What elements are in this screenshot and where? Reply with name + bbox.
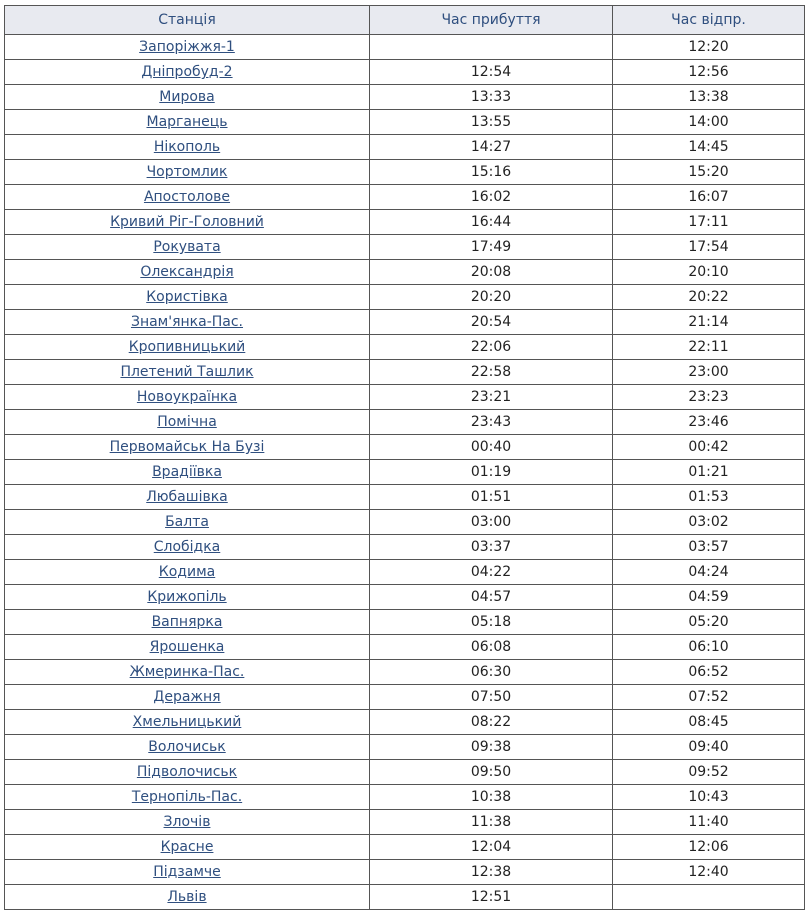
arrival-time-cell: 15:16	[370, 160, 613, 185]
arrival-time-cell: 04:57	[370, 585, 613, 610]
station-cell	[5, 460, 370, 485]
arrival-time-cell	[370, 35, 613, 60]
table-row	[5, 785, 805, 810]
station-link[interactable]: Слобідка	[153, 539, 221, 555]
station-link[interactable]: Львів	[167, 889, 207, 905]
table-row	[5, 285, 805, 310]
table-row	[5, 210, 805, 235]
station-link[interactable]: Підволочиськ	[136, 764, 238, 780]
station-link[interactable]: Злочів	[163, 814, 211, 830]
departure-time-cell: 06:10	[613, 635, 805, 660]
station-cell	[5, 260, 370, 285]
station-cell	[5, 360, 370, 385]
station-link[interactable]: Апостолове	[143, 189, 231, 205]
arrival-time-cell: 11:38	[370, 810, 613, 835]
arrival-time-cell: 13:33	[370, 85, 613, 110]
departure-time-cell: 07:52	[613, 685, 805, 710]
table-row	[5, 485, 805, 510]
departure-time-cell: 23:46	[613, 410, 805, 435]
table-row	[5, 710, 805, 735]
station-cell	[5, 310, 370, 335]
arrival-time-cell: 23:21	[370, 385, 613, 410]
table-row	[5, 310, 805, 335]
schedule-table	[4, 5, 805, 910]
header-row	[5, 6, 805, 35]
station-link[interactable]: Олександрія	[140, 264, 234, 280]
station-link[interactable]: Марганець	[146, 114, 228, 130]
station-cell	[5, 560, 370, 585]
table-row	[5, 460, 805, 485]
arrival-time-cell: 20:08	[370, 260, 613, 285]
station-cell	[5, 785, 370, 810]
arrival-time-cell: 01:19	[370, 460, 613, 485]
table-row	[5, 410, 805, 435]
arrival-time-cell: 06:08	[370, 635, 613, 660]
station-link[interactable]: Плетений Ташлик	[120, 364, 254, 380]
table-row	[5, 860, 805, 885]
arrival-time-cell: 12:04	[370, 835, 613, 860]
station-link[interactable]: Підзамче	[153, 864, 221, 880]
station-cell	[5, 85, 370, 110]
arrival-time-cell: 03:37	[370, 535, 613, 560]
departure-time-cell: 01:21	[613, 460, 805, 485]
arrival-time-cell: 20:20	[370, 285, 613, 310]
departure-time-cell: 12:06	[613, 835, 805, 860]
departure-time-cell: 00:42	[613, 435, 805, 460]
arrival-time-cell: 16:44	[370, 210, 613, 235]
station-cell	[5, 635, 370, 660]
station-link[interactable]: Красне	[160, 839, 214, 855]
arrival-time-cell: 04:22	[370, 560, 613, 585]
table-row	[5, 60, 805, 85]
departure-time-cell: 22:11	[613, 335, 805, 360]
departure-time-cell: 08:45	[613, 710, 805, 735]
station-cell	[5, 110, 370, 135]
table-row	[5, 135, 805, 160]
departure-time-cell: 15:20	[613, 160, 805, 185]
departure-time-cell: 04:59	[613, 585, 805, 610]
station-link[interactable]: Первомайськ На Бузі	[109, 439, 265, 455]
arrival-time-cell: 06:30	[370, 660, 613, 685]
departure-time-cell: 12:56	[613, 60, 805, 85]
station-link[interactable]: Чортомлик	[146, 164, 228, 180]
table-row	[5, 885, 805, 910]
arrival-time-cell: 22:58	[370, 360, 613, 385]
station-cell	[5, 485, 370, 510]
station-link[interactable]: Ярошенка	[149, 639, 225, 655]
departure-time-cell: 05:20	[613, 610, 805, 635]
station-cell	[5, 760, 370, 785]
arrival-time-cell: 12:54	[370, 60, 613, 85]
table-row	[5, 85, 805, 110]
departure-time-cell: 13:38	[613, 85, 805, 110]
station-link[interactable]: Жмеринка-Пас.	[129, 664, 245, 680]
station-link[interactable]: Запоріжжя-1	[139, 39, 235, 55]
departure-time-cell: 10:43	[613, 785, 805, 810]
departure-time-cell	[613, 885, 805, 910]
table-row	[5, 685, 805, 710]
table-row	[5, 110, 805, 135]
table-row	[5, 835, 805, 860]
station-cell	[5, 510, 370, 535]
station-link[interactable]: Кривий Ріг-Головний	[110, 214, 264, 230]
station-cell	[5, 335, 370, 360]
station-link[interactable]: Знам'янка-Пас.	[130, 314, 244, 330]
station-cell	[5, 810, 370, 835]
station-link[interactable]: Кодима	[158, 564, 216, 580]
arrival-time-cell: 09:50	[370, 760, 613, 785]
station-cell	[5, 735, 370, 760]
departure-time-cell: 03:57	[613, 535, 805, 560]
station-cell	[5, 35, 370, 60]
table-row	[5, 335, 805, 360]
arrival-time-cell: 12:51	[370, 885, 613, 910]
station-cell	[5, 285, 370, 310]
station-link[interactable]: Користівка	[146, 289, 228, 305]
station-link[interactable]: Кропивницький	[128, 339, 246, 355]
station-cell	[5, 835, 370, 860]
station-cell	[5, 710, 370, 735]
table-row	[5, 635, 805, 660]
departure-time-cell: 20:22	[613, 285, 805, 310]
station-cell	[5, 185, 370, 210]
arrival-time-cell: 17:49	[370, 235, 613, 260]
arrival-time-cell: 23:43	[370, 410, 613, 435]
table-row	[5, 35, 805, 60]
column-header-station: Станція	[5, 6, 370, 35]
table-row	[5, 385, 805, 410]
table-row	[5, 435, 805, 460]
departure-time-cell: 09:40	[613, 735, 805, 760]
station-link[interactable]: Дніпробуд-2	[141, 64, 233, 80]
station-cell	[5, 685, 370, 710]
table-body	[5, 35, 805, 910]
departure-time-cell: 17:54	[613, 235, 805, 260]
departure-time-cell: 06:52	[613, 660, 805, 685]
station-link[interactable]: Помічна	[157, 414, 217, 430]
table-header	[5, 6, 805, 35]
table-row	[5, 360, 805, 385]
arrival-time-cell: 20:54	[370, 310, 613, 335]
departure-time-cell: 04:24	[613, 560, 805, 585]
arrival-time-cell: 10:38	[370, 785, 613, 810]
arrival-time-cell: 07:50	[370, 685, 613, 710]
station-link[interactable]: Врадіївка	[152, 464, 222, 480]
arrival-time-cell: 16:02	[370, 185, 613, 210]
table-row	[5, 610, 805, 635]
station-cell	[5, 535, 370, 560]
departure-time-cell: 12:20	[613, 35, 805, 60]
station-link[interactable]: Тернопіль-Пас.	[131, 789, 243, 805]
station-link[interactable]: Новоукраїнка	[136, 389, 238, 405]
table-row	[5, 260, 805, 285]
station-cell	[5, 135, 370, 160]
arrival-time-cell: 05:18	[370, 610, 613, 635]
station-cell	[5, 435, 370, 460]
arrival-time-cell: 22:06	[370, 335, 613, 360]
arrival-time-cell: 03:00	[370, 510, 613, 535]
departure-time-cell: 23:00	[613, 360, 805, 385]
station-link[interactable]: Волочиськ	[148, 739, 226, 755]
station-cell	[5, 660, 370, 685]
table-row	[5, 810, 805, 835]
schedule-container	[4, 5, 804, 910]
station-link[interactable]: Крижопіль	[147, 589, 227, 605]
table-row	[5, 235, 805, 260]
departure-time-cell: 11:40	[613, 810, 805, 835]
departure-time-cell: 01:53	[613, 485, 805, 510]
station-cell	[5, 585, 370, 610]
station-link[interactable]: Рокувата	[153, 239, 221, 255]
station-link[interactable]: Хмельницький	[132, 714, 242, 730]
departure-time-cell: 20:10	[613, 260, 805, 285]
station-cell	[5, 610, 370, 635]
station-link[interactable]: Любашівка	[146, 489, 228, 505]
station-cell	[5, 210, 370, 235]
station-cell	[5, 410, 370, 435]
station-link[interactable]: Балта	[165, 514, 209, 530]
arrival-time-cell: 01:51	[370, 485, 613, 510]
departure-time-cell: 23:23	[613, 385, 805, 410]
arrival-time-cell: 14:27	[370, 135, 613, 160]
arrival-time-cell: 12:38	[370, 860, 613, 885]
arrival-time-cell: 08:22	[370, 710, 613, 735]
departure-time-cell: 17:11	[613, 210, 805, 235]
station-link[interactable]: Мирова	[159, 89, 215, 105]
table-row	[5, 585, 805, 610]
departure-time-cell: 12:40	[613, 860, 805, 885]
station-cell	[5, 860, 370, 885]
table-row	[5, 160, 805, 185]
station-cell	[5, 385, 370, 410]
table-row	[5, 735, 805, 760]
departure-time-cell: 14:00	[613, 110, 805, 135]
station-cell	[5, 235, 370, 260]
table-row	[5, 760, 805, 785]
column-header-arrival: Час прибуття	[370, 6, 613, 35]
departure-time-cell: 21:14	[613, 310, 805, 335]
table-row	[5, 660, 805, 685]
column-header-departure: Час відпр.	[613, 6, 805, 35]
table-row	[5, 535, 805, 560]
table-row	[5, 560, 805, 585]
departure-time-cell: 16:07	[613, 185, 805, 210]
arrival-time-cell: 09:38	[370, 735, 613, 760]
station-cell	[5, 60, 370, 85]
station-link[interactable]: Вапнярка	[151, 614, 223, 630]
arrival-time-cell: 00:40	[370, 435, 613, 460]
table-row	[5, 185, 805, 210]
departure-time-cell: 09:52	[613, 760, 805, 785]
station-cell	[5, 885, 370, 910]
station-link[interactable]: Нікополь	[153, 139, 221, 155]
station-cell	[5, 160, 370, 185]
table-row	[5, 510, 805, 535]
arrival-time-cell: 13:55	[370, 110, 613, 135]
departure-time-cell: 03:02	[613, 510, 805, 535]
station-link[interactable]: Деражня	[153, 689, 221, 705]
departure-time-cell: 14:45	[613, 135, 805, 160]
